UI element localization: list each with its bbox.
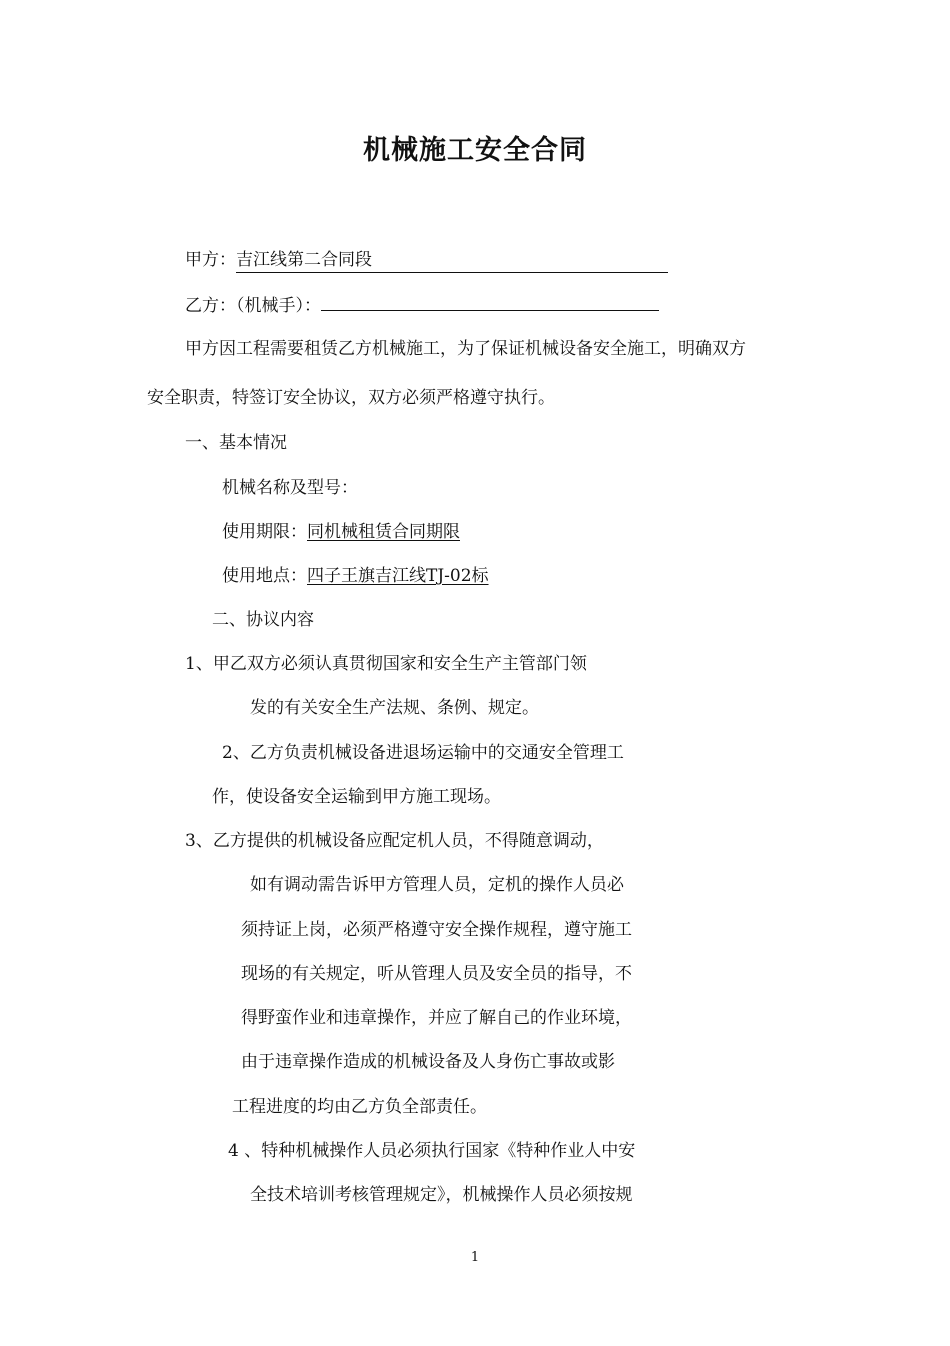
location-value: 四子王旗吉江线TJ-02标 xyxy=(307,566,489,586)
period-line xyxy=(222,520,460,544)
clause-line: 得野蛮作业和违章操作，并应了解自己的作业环境， xyxy=(241,1008,632,1028)
clause-line: 全技术培训考核管理规定》，机械操作人员必须按规 xyxy=(250,1185,633,1205)
clause-line: 如有调动需告诉甲方管理人员，定机的操作人员必 xyxy=(250,875,624,895)
period-value: 同机械租赁合同期限 xyxy=(307,522,460,542)
location-label: 使用地点： xyxy=(222,566,307,586)
period-label: 使用期限： xyxy=(222,522,307,542)
party-a-field xyxy=(236,248,668,273)
section1-heading: 一、基本情况 xyxy=(185,433,287,453)
party-a-line xyxy=(185,248,668,273)
party-a-value: 吉江线第二合同段 xyxy=(236,250,372,270)
party-b-line xyxy=(185,292,659,318)
clause-line: 工程进度的均由乙方负全部责任。 xyxy=(232,1097,487,1117)
machine-name-label: 机械名称及型号： xyxy=(222,478,358,498)
location-line xyxy=(222,564,489,588)
intro-line-2: 安全职责，特签订安全协议，双方必须严格遵守执行。 xyxy=(147,388,555,408)
clause-line: 发的有关安全生产法规、条例、规定。 xyxy=(250,698,539,718)
party-a-label: 甲方： xyxy=(185,250,236,270)
section2-heading: 二、协议内容 xyxy=(212,610,314,630)
clause-line: 1、甲乙双方必须认真贯彻国家和安全生产主管部门领 xyxy=(185,654,587,674)
clause-line: 由于违章操作造成的机械设备及人身伤亡事故或影 xyxy=(241,1052,615,1072)
page-number: 1 xyxy=(470,1250,480,1265)
party-b-blank xyxy=(321,292,659,311)
party-b-label: 乙方：（机械手）： xyxy=(185,296,321,316)
clause-line: 作，使设备安全运输到甲方施工现场。 xyxy=(212,787,501,807)
clause-line: 4 、特种机械操作人员必须执行国家《特种作业人中安 xyxy=(228,1141,636,1161)
clause-line: 须持证上岗，必须严格遵守安全操作规程，遵守施工 xyxy=(241,920,632,940)
intro-line-1: 甲方因工程需要租赁乙方机械施工，为了保证机械设备安全施工，明确双方 xyxy=(185,339,746,359)
clause-line: 现场的有关规定，听从管理人员及安全员的指导，不 xyxy=(241,964,632,984)
clause-line: 2、乙方负责机械设备进退场运输中的交通安全管理工 xyxy=(222,743,624,763)
clause-line: 3、乙方提供的机械设备应配定机人员，不得随意调动， xyxy=(185,831,604,851)
document-title: 机械施工安全合同 xyxy=(363,135,587,166)
